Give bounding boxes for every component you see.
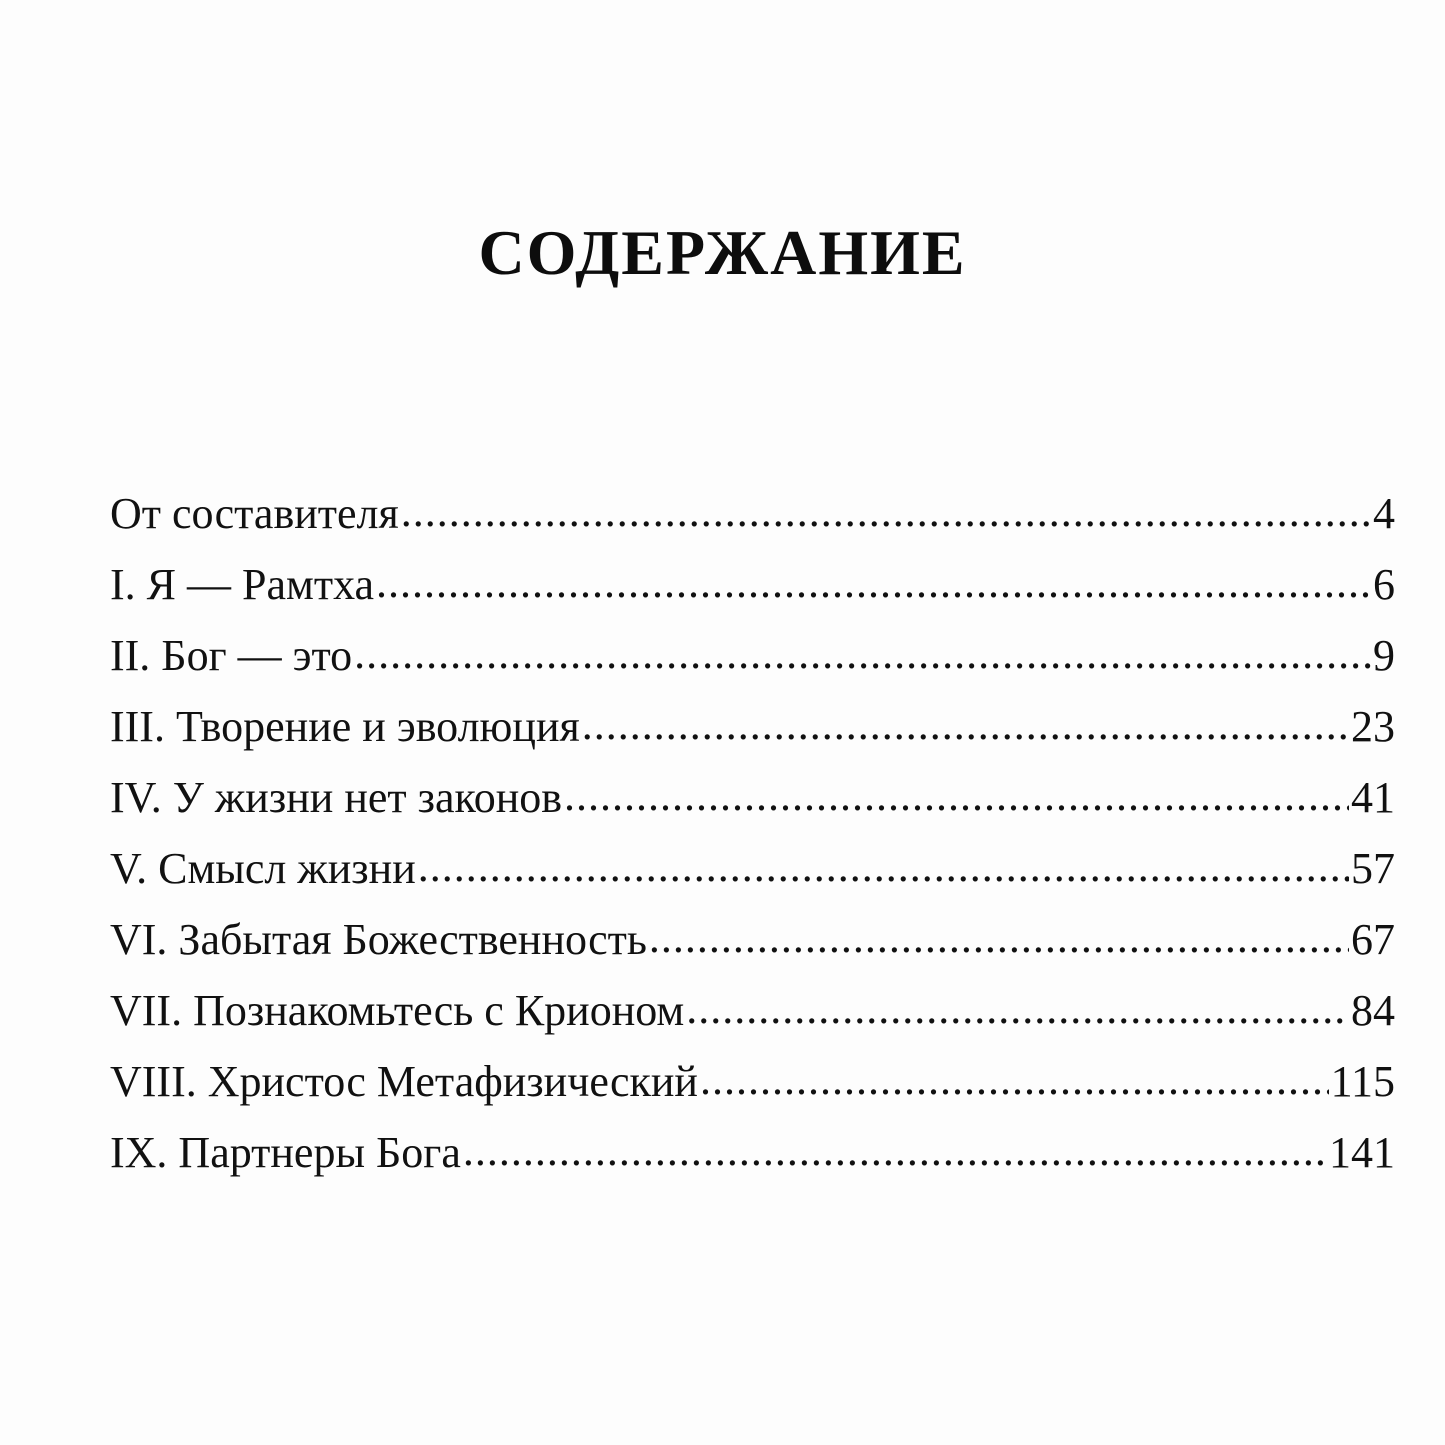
dot-leader — [418, 845, 1349, 889]
dot-leader — [700, 1058, 1329, 1102]
toc-entry — [110, 702, 1395, 776]
toc-entry-page: 6 — [1373, 560, 1395, 609]
toc-entry — [110, 986, 1395, 1060]
toc-entry-title: I. Я — Рамтха — [110, 560, 375, 609]
toc-entry — [110, 489, 1395, 563]
toc-entry-title: VII. Познакомьтесь с Крионом — [110, 986, 685, 1035]
dot-leader — [376, 561, 1371, 605]
toc-entry-page: 115 — [1330, 1057, 1395, 1106]
toc-entry-title: III. Творение и эволюция — [110, 702, 580, 751]
dot-leader — [686, 987, 1349, 1031]
toc-entry-page: 23 — [1351, 702, 1395, 751]
toc-entry — [110, 1128, 1395, 1202]
toc-entry-title: VI. Забытая Божественность — [110, 915, 647, 964]
toc-entry-title: От составителя — [110, 489, 399, 538]
table-of-contents — [110, 489, 1395, 1202]
toc-entry — [110, 844, 1395, 918]
dot-leader — [463, 1129, 1327, 1173]
toc-entry-page: 141 — [1329, 1128, 1395, 1177]
dot-leader — [649, 916, 1349, 960]
toc-entry-page: 41 — [1351, 773, 1395, 822]
dot-leader — [401, 490, 1371, 534]
dot-leader — [582, 703, 1349, 747]
toc-entry — [110, 773, 1395, 847]
dot-leader — [354, 632, 1371, 676]
toc-entry-page: 57 — [1351, 844, 1395, 893]
toc-entry-title: V. Смысл жизни — [110, 844, 416, 893]
toc-entry-page: 67 — [1351, 915, 1395, 964]
toc-entry — [110, 560, 1395, 634]
toc-entry-title: II. Бог — это — [110, 631, 353, 680]
toc-entry-page: 84 — [1351, 986, 1395, 1035]
page-title: СОДЕРЖАНИЕ — [478, 216, 967, 288]
toc-entry-page: 9 — [1373, 631, 1395, 680]
toc-entry — [110, 1057, 1395, 1131]
dot-leader — [564, 774, 1349, 818]
toc-entry-page: 4 — [1373, 489, 1395, 538]
toc-entry — [110, 915, 1395, 989]
toc-entry-title: VIII. Христос Метафизический — [110, 1057, 698, 1106]
toc-entry-title: IX. Партнеры Бога — [110, 1128, 461, 1177]
toc-entry — [110, 631, 1395, 705]
toc-entry-title: IV. У жизни нет законов — [110, 773, 563, 822]
